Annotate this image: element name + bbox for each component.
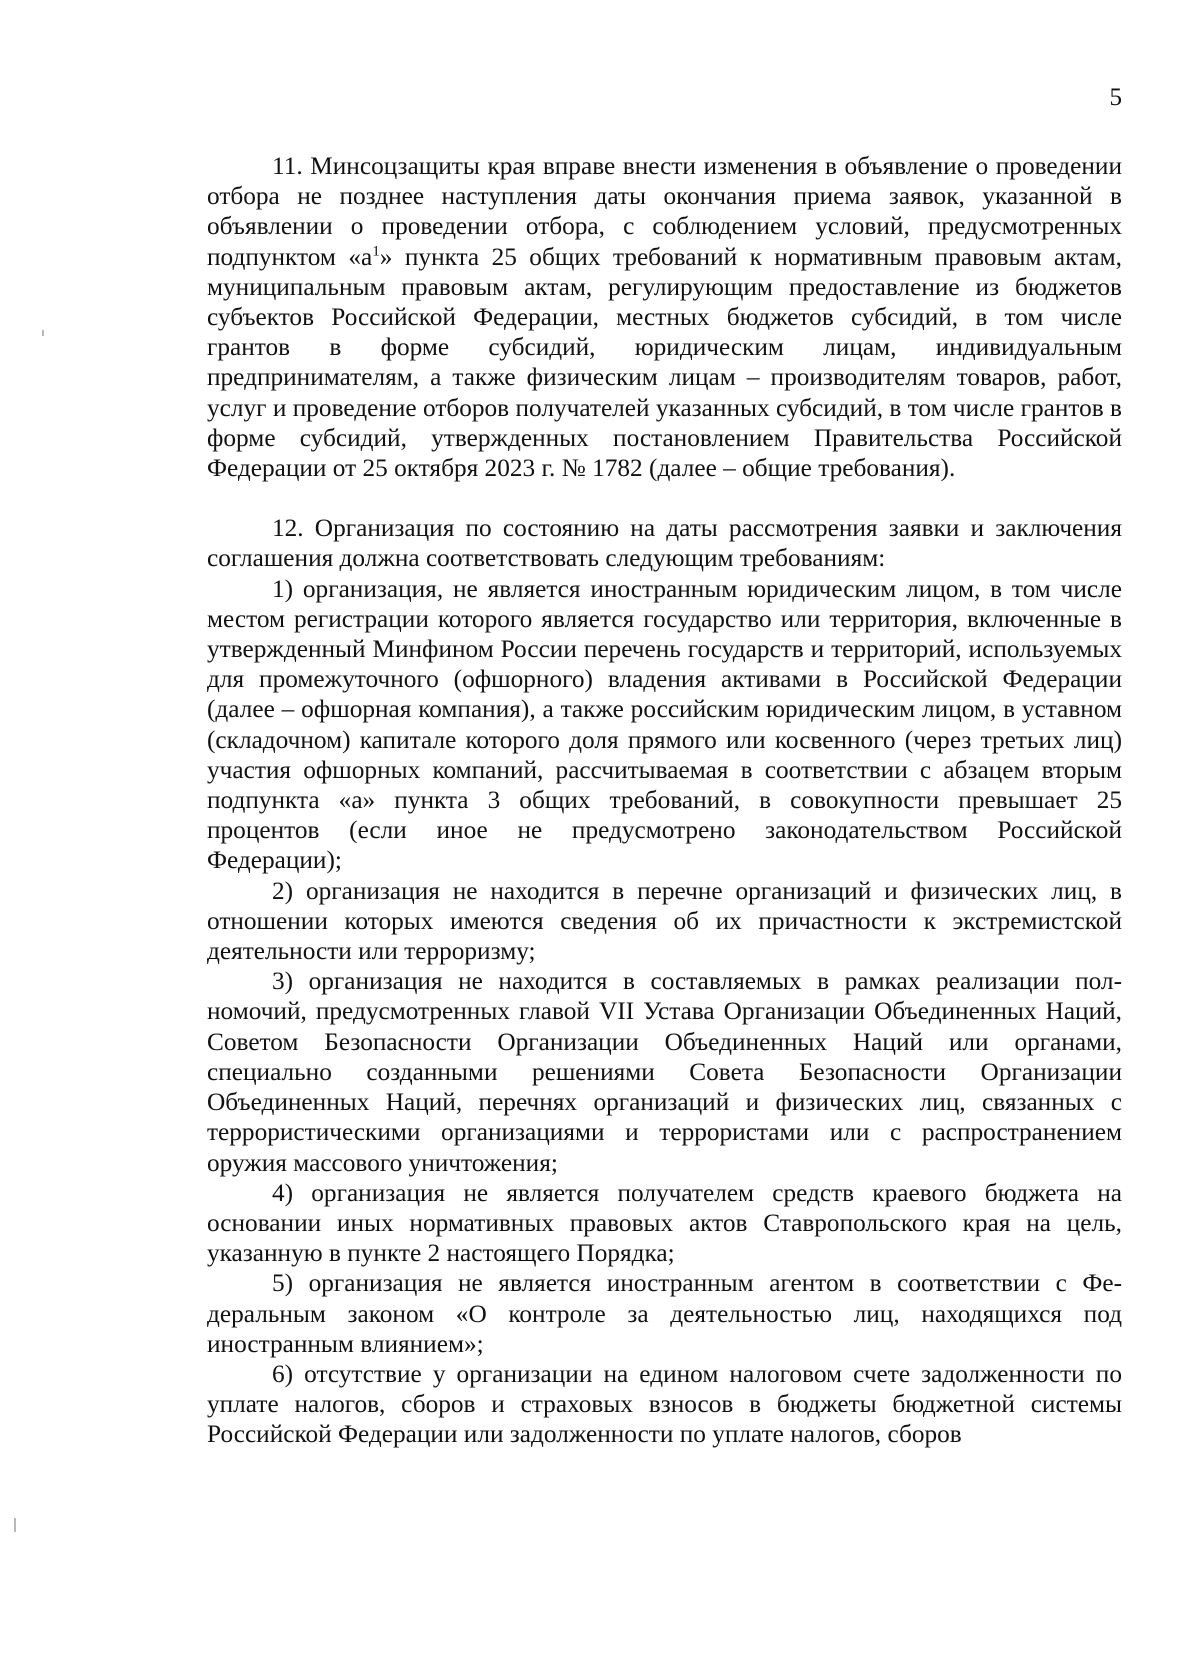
list-item-3: 3) организация не находится в составляемых в рамках реализации полномочий, предусмотренных главой VII Устава Организации Объединенных Наций, Советом Безопасности Организации Объединенных Наций или органами, специально созданными решениями Совета Безопасности Организации Объединенных Наций, перечнях организаций и физических лиц, связанных с террористическими организациями и террористами или с распространением оружия массового уничтожения;	[207, 967, 1122, 1177]
list-item-4: 4) организация не является получателем средств краевого бюджета на основании иных нормативных правовых актов Ставропольского края на цель, указанную в пункте 2 настоящего Порядка;	[207, 1178, 1122, 1268]
paragraph-12: 12. Организация по состоянию на даты рассмотрения заявки и заключения соглашения должна соответствовать следующим требованиям:	[207, 514, 1122, 573]
list-item-2: 2) организация не находится в перечне организаций и физических лиц, в отношении которых имеются сведения об их причастности к экстремистской деятельности или терроризму;	[207, 876, 1122, 966]
paragraph-11-text-end: » пункта 25 общих требований к нормативным правовым актам, муниципальным правовым актам, регулирующим предоставление из бюджетов субъектов Российской Федерации, местных бюджетов субсидий, в том числе грантов в форме субсидий, юридическим лицам, индивидуальным предпринимателям, а также физическим лицам – производителям товаров, работ, услуг и проведение отборов получателей указанных субсидий, в том числе грантов в форме субсидий, утвержденных постановлением Правительства Российской Федерации от 25 октября 2023 г. № 1782 (далее – общие требования).	[207, 242, 1122, 483]
paragraph-11	[207, 151, 1122, 483]
list-item-1: 1) организация, не является иностранным юридическим лицом, в том числе местом регистрации которого является государство или территория, включенные в утвержденный Минфином России перечень государств и территорий, используемых для промежуточного (офшорного) владения активами в Российской Федерации (далее – офшорная компания), а также российским юридическим лицом, в уставном (складочном) капитале которого доля прямого или косвенного (через третьих лиц) участия офшорных компаний, рассчитываемая в соответствии с абзацем вторым подпункта «а» пункта 3 общих требований, в совокупности превышает 25 процентов (если иное не предусмотрено законодательством Российской Федерации);	[207, 574, 1122, 875]
scan-speck	[42, 330, 44, 336]
page-number: 5	[1109, 84, 1122, 111]
paragraph-gap	[207, 483, 1122, 513]
scan-speck	[14, 1518, 16, 1532]
paragraph-11-superscript: 1	[372, 242, 380, 260]
list-item-6: 6) отсутствие у организации на едином налоговом счете задолженности по уплате налогов, сборов и страховых взносов в бюджеты бюджетной системы Российской Федерации или задолженности по уплате налогов, сборов	[207, 1359, 1122, 1449]
document-body	[207, 151, 1122, 1450]
list-item-5: 5) организация не является иностранным агентом в соответствии с Федеральным законом «О контроле за деятельностью лиц, находящихся под иностранным влиянием»;	[207, 1269, 1122, 1358]
paragraph-11-text-start: 11. Минсоцзащиты края вправе внести изменения в объявление о проведении отбора не позднее наступления даты окончания приема заявок, указанной в объявлении о проведении отбора, с соблюдением условий, предусмотренных подпунктом «а	[207, 152, 1122, 271]
